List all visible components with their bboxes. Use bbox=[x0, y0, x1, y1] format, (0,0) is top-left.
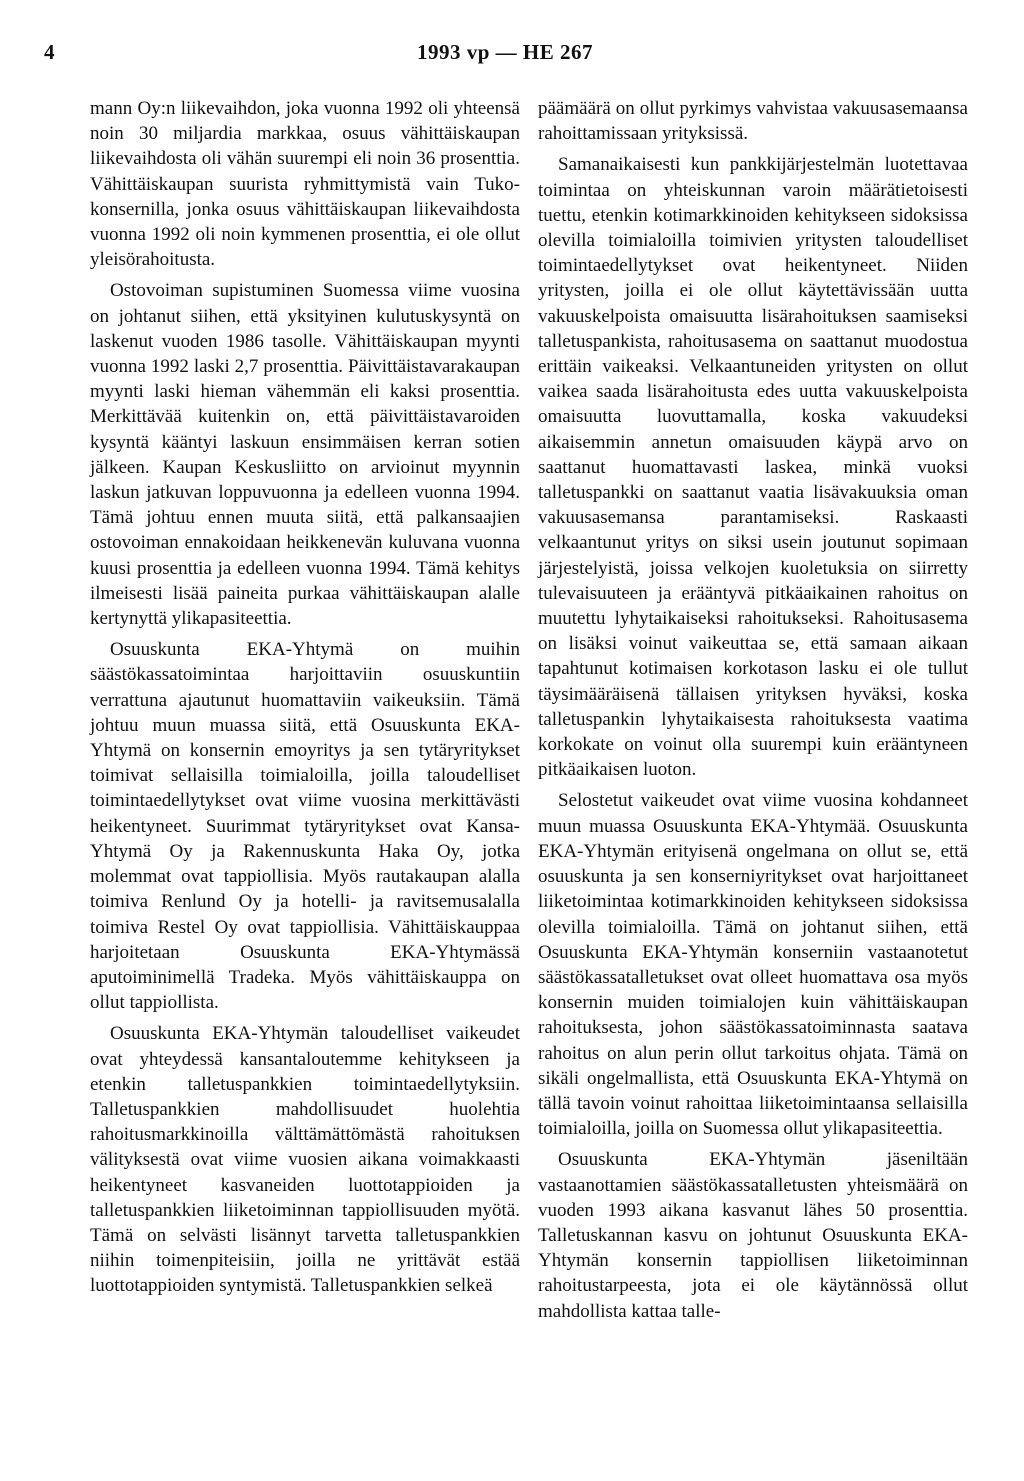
paragraph: Samanaikaisesti kun pankkijärjestelmän luotettavaa toimintaa on yhteiskunnan varoin määrätietoisesti tuettu, etenkin kotimarkkinoiden kehitykseen sidoksissa olevilla toimialoilla toimivien yritysten taloudelliset toimintaedellytykset ovat heikentyneet. Niiden yritysten, joilla ei ole ollut käytettävissään uutta vakuuskelpoista omaisuutta lisärahoituksen saamiseksi talletuspankista, rahoitusasema on saattanut muodostua erittäin vaikeaksi. Velkaantuneiden yritysten on ollut vaikea saada lisärahoitusta edes uutta vakuuskelpoista omaisuutta luovuttamalla, koska vakuudeksi aikaisemmin annetun omaisuuden käypä arvo on saattanut huomattavasti laskea, minkä vuoksi talletuspankki on saattanut vaatia lisävakuuksia oman vakuusasemansa parantamiseksi. Raskaasti velkaantunut yritys on siksi usein joutunut sopimaan järjestelyistä, joissa velkojen kuoletuksia on siirretty tulevaisuuteen ja erääntyvä pitkäaikainen rahoitus on muutettu lyhytaikaiseksi rahoitukseksi. Rahoitusasema on lisäksi voinut vaikeuttaa se, että samaan aikaan tapahtunut kotimaisen korkotason lasku ei ole tullut täysimääräisenä tällaisen yrityksen hyväksi, koska talletuspankin lyhytaikaisesta rahoituksesta vaatima korkokate on voinut olla suurempi kuin erääntyneen pitkäaikaisen luoton. bbox=[538, 154, 968, 781]
paragraph: päämäärä on ollut pyrkimys vahvistaa vakuusasemaansa rahoittamissaan yrityksissä. bbox=[538, 98, 968, 145]
paragraph: Ostovoiman supistuminen Suomessa viime vuosina on johtanut siihen, että yksityinen kulutuskysyntä on laskenut vuoden 1986 tasolle. Vähittäiskaupan myynti vuonna 1992 laski 2,7 prosenttia. Päivittäistavarakaupan myynti laski hieman vähemmän eli kaksi prosenttia. Merkittävää kuitenkin on, että päivittäistavaroiden kysyntä kääntyi laskuun ensimmäisen kerran sotien jälkeen. Kaupan Keskusliitto on arvioinut myynnin laskun jatkuvan loppuvuonna ja edelleen vuonna 1994. Tämä johtuu ennen muuta siitä, että palkansaajien ostovoiman ennakoidaan heikkenevän kuluvana vuonna kuusi prosenttia ja edelleen vuonna 1994. Tämä kehitys ilmeisesti lisää paineita purkaa vähittäiskaupan alalle kertynyttä ylikapasiteettia. bbox=[90, 280, 520, 630]
running-title: 1993 vp — HE 267 bbox=[416, 40, 594, 64]
paragraph: Osuuskunta EKA-Yhtymän taloudelliset vaikeudet ovat yhteydessä kansantaloutemme kehitykseen ja etenkin talletuspankkien toimintaedellytyksiin. Talletuspankkien mahdollisuudet huolehtia rahoitusmarkkinoilla välttämättömästä rahoituksen välityksestä ovat viime vuosien aikana voimakkaasti heikentyneet kasvaneiden luottotappioiden ja talletuspankkien liiketoiminnan tappiollisuuden myötä. Tämä on selvästi lisännyt tarvetta talletuspankkien niihin toimenpiteisiin, joilla ne yrittävät estää luottotappioiden syntymistä. Talletuspankkien selkeä bbox=[90, 1023, 520, 1297]
left-column bbox=[90, 96, 520, 1305]
page-header bbox=[44, 40, 966, 70]
paragraph: Selostetut vaikeudet ovat viime vuosina kohdanneet muun muassa Osuuskunta EKA-Yhtymää. Osuuskunta EKA-Yhtymän erityisenä ongelmana on ollut se, että osuuskunta ja sen konserniyritykset ovat harjoittaneet liiketoimintaa kotimarkkinoiden kehitykseen sidoksissa olevilla toimialoilla. Tämä on johtanut siihen, että Osuuskunta EKA-Yhtymän konserniin vastaanotetut säästökassatalletukset ovat olleet huomattava osa myös konsernin muiden toimialojen kuin vähittäiskaupan rahoituksesta, johon säästökassatoiminnasta saatava rahoitus on alun perin ollut tarkoitus ohjata. Tämä on sikäli ongelmallista, että Osuuskunta EKA-Yhtymä on tällä tavoin voinut rahoittaa liiketoimintaansa sellaisilla toimialoilla, joilla on Suomessa ollut ylikapasiteettia. bbox=[538, 790, 968, 1140]
page-number: 4 bbox=[44, 40, 55, 64]
paragraph: Osuuskunta EKA-Yhtymä on muihin säästökassatoimintaa harjoittaviin osuuskuntiin verrattuna ajautunut huomattaviin vaikeuksiin. Tämä johtuu muun muassa siitä, että Osuuskunta EKA-Yhtymä on konsernin emoyritys ja sen tytäryritykset toimivat sellaisilla toimialoilla, joilla taloudelliset toimintaedellytykset ovat viime vuosina merkittävästi heikentyneet. Suurimmat tytäryritykset ovat Kansa-Yhtymä Oy ja Rakennuskunta Haka Oy, jotka molemmat ovat tappiollisia. Myös rautakaupan alalla toimiva Renlund Oy ja hotelli- ja ravitsemusalalla toimiva Restel Oy ovat tappiollisia. Vähittäiskauppaa harjoitetaan Osuuskunta EKA-Yhtymässä aputoiminimellä Tradeka. Myös vähittäiskauppa on ollut tappiollista. bbox=[90, 639, 520, 1014]
paragraph: Osuuskunta EKA-Yhtymän jäseniltään vastaanottamien säästökassatalletusten yhteismäärä on vuoden 1993 aikana kasvanut lähes 50 prosenttia. Talletuskannan kasvu on johtunut Osuuskunta EKA-Yhtymän konsernin tappiollisen liiketoiminnan rahoitustarpeesta, jota ei ole käytännössä ollut mahdollista kattaa talle- bbox=[538, 1149, 968, 1322]
right-column bbox=[538, 96, 968, 1330]
paragraph: mann Oy:n liikevaihdon, joka vuonna 1992 oli yhteensä noin 30 miljardia markkaa, osuus vähittäiskaupan liikevaihdosta oli vähän suurempi eli noin 36 prosenttia. Vähittäiskaupan suurista ryhmittymistä vain Tuko-konsernilla, jonka osuus vähittäiskaupan liikevaihdosta vuonna 1992 oli noin kymmenen prosenttia, ei ole ollut yleisörahoitusta. bbox=[90, 98, 520, 271]
